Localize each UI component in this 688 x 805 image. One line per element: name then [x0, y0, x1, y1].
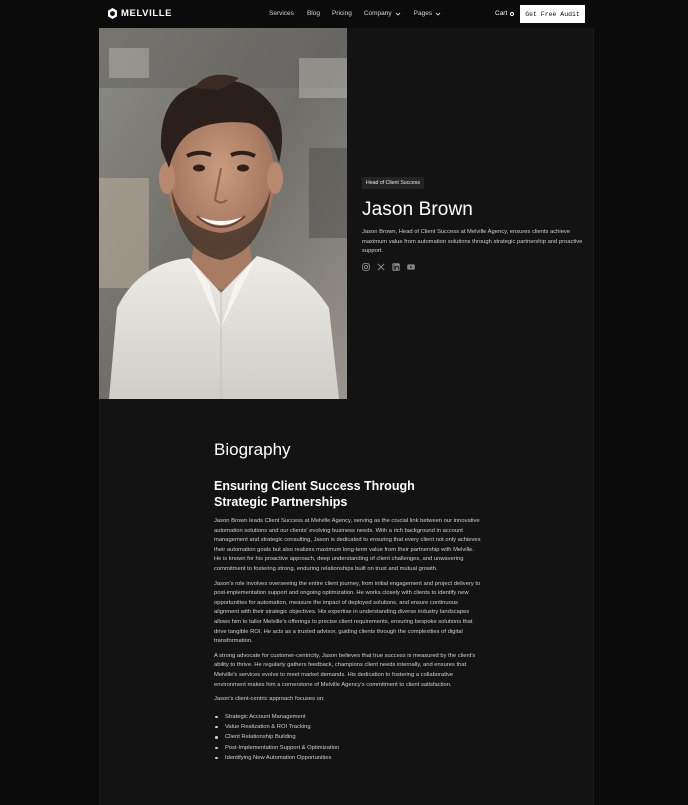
nav-link-pages[interactable]	[414, 10, 441, 17]
nav-link-label: Services	[269, 10, 294, 17]
biography-paragraph: Jason's role involves overseeing the entire client journey, from initial engagement and project delivery to post-implementation support and ongoing optimization. He works closely with clients to identify new opportunities for automation, measure the impact of deployed solutions, and ensure continuous alignment with their strategic objectives. His expertise in understanding diverse industry landscapes allows him to tailor Melville's offerings to precise client requirements, ensuring bespoke solutions that drive tangible ROI. He acts as a trusted advisor, guiding clients through the complexities of digital transformation.	[214, 580, 481, 645]
nav-link-services[interactable]	[269, 10, 294, 17]
focus-list	[214, 712, 482, 763]
social-links	[362, 263, 584, 271]
linkedin-icon[interactable]	[392, 263, 400, 271]
biography-paragraph: Jason Brown leads Client Success at Melville Agency, serving as the crucial link between our innovative automation solutions and our clients' evolving business needs. With a rich background in account management and strategic consulting, Jason is dedicated to ensuring that every client not only achieves their automation goals but also realizes maximum long-term value from their partnership with Melville. He is known for his proactive approach, deep understanding of client challenges, and unwavering commitment to fostering strong, enduring relationships built on trust and mutual growth.	[214, 518, 481, 572]
biography-title: Biography	[214, 440, 291, 459]
role-badge: Head of Client Success	[362, 177, 424, 189]
nav-link-label: Blog	[306, 10, 320, 17]
profile-header	[362, 171, 584, 271]
nav-links	[269, 10, 441, 17]
person-summary: Jason Brown, Head of Client Success at Melville Agency, ensures clients achieve maximum value from automation solutions through strategic partnership and proactive support.	[362, 229, 583, 255]
list-item: Client Relationship Building	[214, 732, 482, 742]
youtube-icon[interactable]	[407, 263, 415, 271]
biography-section	[214, 440, 482, 763]
nav-link-label: Pricing	[331, 10, 352, 17]
brand-name: MELVILLE	[121, 8, 173, 19]
list-item: Post-Implementation Support & Optimization	[214, 743, 482, 753]
instagram-icon[interactable]	[362, 263, 370, 271]
list-item: Strategic Account Management	[214, 712, 482, 722]
biography-heading: Ensuring Client Success Through Strategic Partnerships	[214, 479, 415, 509]
x-icon[interactable]	[377, 263, 385, 271]
portrait-illustration	[99, 28, 347, 399]
nav-link-blog[interactable]	[307, 10, 320, 17]
nav-link-pricing[interactable]	[332, 10, 352, 17]
chevron-down-icon	[395, 11, 401, 17]
person-name: Jason Brown	[362, 199, 473, 220]
profile-photo	[99, 28, 347, 399]
get-free-audit-button[interactable]: Get Free Audit	[520, 5, 585, 23]
cart-label: Cart	[495, 10, 508, 17]
nav-link-company[interactable]	[364, 10, 401, 17]
brand-logo[interactable]	[108, 8, 172, 19]
biography-paragraph: A strong advocate for customer-centricity, Jason believes that true success is measured by the client's ability to thrive. He regularly gathers feedback, champions client needs internally, and ensures that Melville's services evolve to meet market demands. His dedication to fostering a collaborative environment makes him a cornerstone of Melville Agency's commitment to client satisfaction.	[214, 652, 476, 688]
list-item: Identifying New Automation Opportunities	[214, 753, 482, 763]
focus-intro: Jason's client-centric approach focuses on:	[214, 696, 325, 703]
chevron-down-icon	[435, 11, 441, 17]
cart-button[interactable]	[495, 10, 514, 17]
top-nav	[0, 0, 688, 28]
logo-mark-icon	[108, 8, 117, 19]
nav-link-label: Company	[363, 10, 392, 17]
cart-count-icon	[510, 12, 514, 16]
nav-link-label: Pages	[413, 10, 433, 17]
list-item: Value Realization & ROI Tracking	[214, 722, 482, 732]
